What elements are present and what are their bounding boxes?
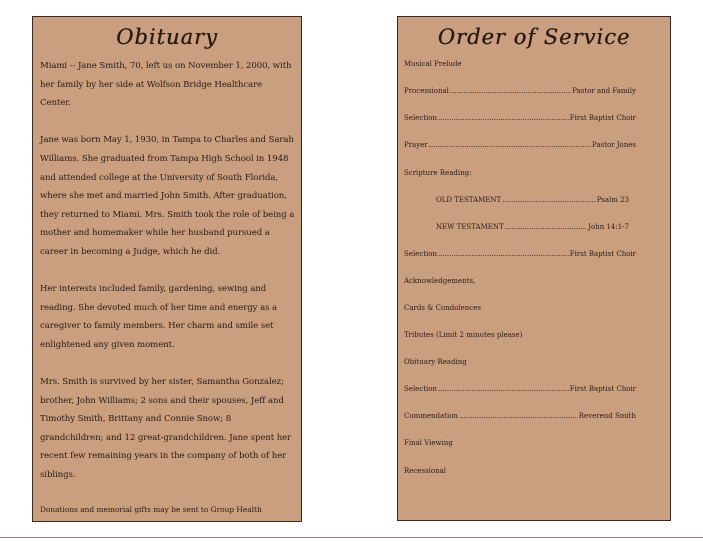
obit-line: Williams. She graduated from Tampa High School in 1948 xyxy=(40,153,289,164)
obit-line: brother, John Williams; 2 sons and their spouses, Jeff and xyxy=(40,395,284,406)
service-label: Obituary Reading xyxy=(404,358,467,366)
obit-line: and attended college at the University of South Florida, xyxy=(40,172,279,183)
service-item-selection xyxy=(404,384,636,394)
obit-line: where she met and married John Smith. After graduation, xyxy=(40,191,287,202)
service-item-acknowledgements xyxy=(404,276,636,286)
obit-line: siblings. xyxy=(40,470,76,481)
service-label: Scripture Reading: xyxy=(404,169,472,177)
obit-line: recent few remaining years in the company of both of her xyxy=(40,451,287,462)
obituary-paragraph xyxy=(40,373,298,485)
service-leader: Pastor Jones xyxy=(591,141,636,149)
leader-dots xyxy=(459,411,578,421)
service-leader: Psalm 23 xyxy=(596,196,629,204)
obit-line: Center. xyxy=(40,98,71,109)
obit-line: caregiver to family members. Her charm and smile set xyxy=(40,321,274,332)
service-item-selection xyxy=(404,249,636,259)
obit-line: mother and homemaker while her husband pursued a xyxy=(40,228,270,239)
service-label: OLD TESTAMENT xyxy=(436,196,502,204)
obit-line: Miami -- Jane Smith, 70, left us on November 1, 2000, with xyxy=(40,61,292,71)
service-item-recessional xyxy=(404,466,636,476)
service-item-processional xyxy=(404,86,636,96)
service-label: Tributes (Limit 2 minutes please) xyxy=(404,331,523,339)
obit-line: grandchildren; and 12 great-grandchildren. Jane spent her xyxy=(40,432,292,443)
obit-line: enlightened any given moment. xyxy=(40,339,175,350)
order-of-service-panel xyxy=(397,16,671,521)
service-item-obituary-reading xyxy=(404,357,636,367)
obit-line: Her interests included family, gardening, sewing and xyxy=(40,284,267,295)
leader-dots xyxy=(429,140,591,150)
service-item-selection xyxy=(404,113,636,123)
leader-dots xyxy=(438,113,569,123)
service-leader: Reverend Smith xyxy=(578,412,636,420)
service-item-new-testament xyxy=(436,222,629,232)
service-label: Selection xyxy=(404,250,438,258)
service-item-final-viewing xyxy=(404,438,636,448)
service-leader: Pastor and Family xyxy=(572,87,636,95)
service-item-cards-condolences xyxy=(404,303,636,313)
service-label: Final Viewing xyxy=(404,439,453,447)
obituary-title: Obituary xyxy=(116,25,218,49)
obituary-panel xyxy=(32,16,302,522)
leader-dots xyxy=(438,249,569,259)
obituary-paragraph xyxy=(40,280,298,354)
service-leader: First Baptist Choir xyxy=(569,114,636,122)
service-label: Selection xyxy=(404,114,438,122)
service-item-scripture-reading xyxy=(404,168,636,178)
order-of-service-title: Order of Service xyxy=(437,25,631,49)
donations-note: Donations and memorial gifts may be sent to Group Health xyxy=(40,505,262,514)
leader-dots xyxy=(502,195,595,205)
service-leader: John 14:1-7 xyxy=(588,223,629,231)
service-label: Cards & Condolences xyxy=(404,304,481,312)
service-label: Acknowledgements, xyxy=(404,277,476,285)
service-label: Processional xyxy=(404,87,449,95)
service-label: Recessional xyxy=(404,467,447,475)
obit-line: reading. She devoted much of her time and energy as a xyxy=(40,302,278,313)
service-label: Musical Prelude xyxy=(404,60,462,68)
leader-dots xyxy=(505,222,588,232)
service-item-musical-prelude xyxy=(404,59,636,69)
service-label: Commendation xyxy=(404,412,458,420)
service-item-old-testament xyxy=(436,195,629,205)
leader-dots xyxy=(450,86,571,96)
leader-dots xyxy=(438,384,569,394)
service-label: NEW TESTAMENT xyxy=(436,223,504,231)
service-item-tributes xyxy=(404,330,636,340)
obit-line: career in becoming a Judge, which he did. xyxy=(40,246,221,257)
obit-line: Jane was born May 1, 1930, in Tampa to Charles and Sarah xyxy=(40,135,294,146)
obituary-paragraph xyxy=(40,131,298,261)
service-item-prayer xyxy=(404,140,636,150)
obit-line: Timothy Smith, Brittany and Connie Snow; 8 xyxy=(40,414,232,425)
obituary-body xyxy=(40,57,298,485)
service-item-commendation xyxy=(404,411,636,421)
obit-line: her family by her side at Wolfson Bridge Healthcare xyxy=(40,79,262,90)
obit-line: Mrs. Smith is survived by her sister, Samantha Gonzalez; xyxy=(40,377,284,388)
service-leader: First Baptist Choir xyxy=(569,385,636,393)
obituary-paragraph xyxy=(40,57,298,113)
obit-line: they returned to Miami. Mrs. Smith took the role of being a xyxy=(40,209,295,220)
service-leader: First Baptist Choir xyxy=(569,250,636,258)
service-label: Selection xyxy=(404,385,438,393)
page-bottom-rule xyxy=(0,537,703,538)
service-label: Prayer xyxy=(404,141,428,149)
